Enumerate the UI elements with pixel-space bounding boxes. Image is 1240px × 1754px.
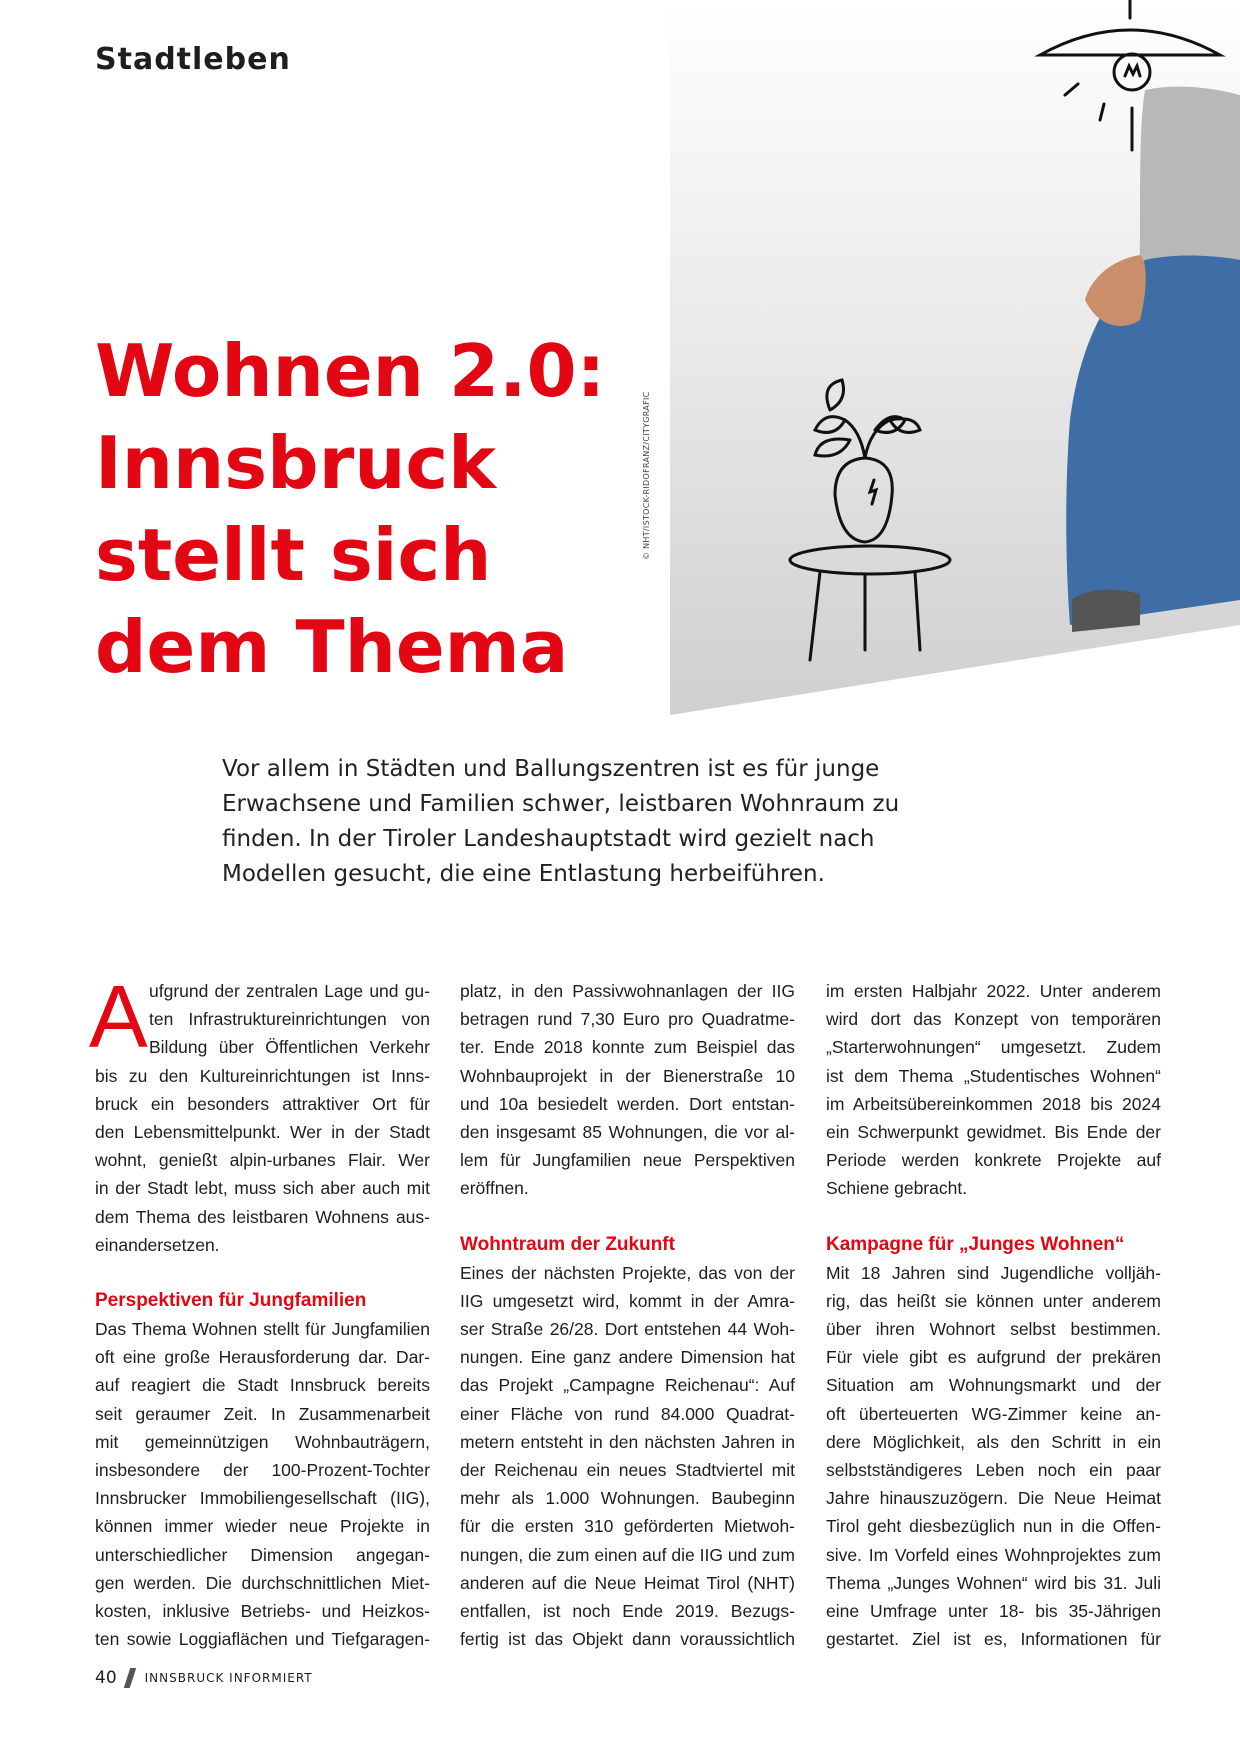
text-line: für die ersten 310 geförderten Mietwoh- xyxy=(460,1516,795,1537)
text-line: betragen rund 7,30 Euro pro Quadratme- xyxy=(460,1009,795,1030)
text-line: gen werden. Die durchschnittlichen Miet- xyxy=(95,1572,430,1593)
text-line: bruck ein besonders attraktiver Ort für xyxy=(95,1093,430,1114)
text-line: ten Infrastruktureinrichtungen von xyxy=(149,1009,430,1030)
text-line: ist dem Thema „Studentisches Wohnen“ xyxy=(826,1065,1161,1086)
page-footer xyxy=(95,1668,313,1688)
text-line: Bildung über Öffentlichen Verkehr xyxy=(149,1037,430,1058)
text-line: Eines der nächsten Projekte, das von der xyxy=(460,1262,795,1283)
text-line: mehr als 1.000 Wohnungen. Baubeginn xyxy=(460,1488,795,1509)
text-line: oft überteuerten WG-Zimmer keine an- xyxy=(826,1403,1161,1424)
text-line: „Starterwohnungen“ umgesetzt. Zudem xyxy=(826,1037,1161,1058)
text-line: im Arbeitsübereinkommen 2018 bis 2024 xyxy=(826,1093,1161,1114)
text-line: insbesondere der 100-Prozent-Tochter xyxy=(95,1460,430,1480)
text-line: ter. Ende 2018 konnte zum Beispiel das xyxy=(460,1037,795,1058)
text-line: über ihren Wohnort selbst bestimmen. xyxy=(826,1319,1161,1340)
text-line: in der Stadt lebt, muss sich aber auch mit xyxy=(95,1178,430,1199)
subheading: Kampagne für „Junges Wohnen“ xyxy=(826,1233,1125,1255)
text-line: den Lebensmittelpunkt. Wer in der Stadt xyxy=(95,1121,430,1142)
text-line: oft eine große Herausforderung dar. Dar- xyxy=(95,1347,430,1368)
text-line: Mit 18 Jahren sind Jugendliche volljäh- xyxy=(826,1262,1161,1283)
text-line: selbstständigeres Leben noch ein paar xyxy=(826,1460,1161,1480)
text-line: auf reagiert die Stadt Innsbruck bereits xyxy=(95,1375,430,1396)
subheading: Wohntraum der Zukunft xyxy=(460,1233,675,1255)
text-line: gestartet. Ziel ist es, Informationen für xyxy=(826,1629,1161,1650)
text-line: seit geraumer Zeit. In Zusammenarbeit xyxy=(95,1403,430,1424)
article-column-1 xyxy=(89,967,430,1653)
lead-line: Vor allem in Städten und Ballungszentren ist es für junge xyxy=(222,756,880,782)
lead-paragraph xyxy=(222,752,900,892)
text-line: bis zu den Kultureinrichtungen ist Inns- xyxy=(95,1065,430,1086)
text-line: Thema „Junges Wohnen“ wird bis 31. Juli xyxy=(826,1572,1161,1593)
text-line: den insgesamt 85 Wohnungen, die vor al- xyxy=(460,1121,795,1142)
text-line: eröffnen. xyxy=(460,1178,529,1199)
text-line: nungen, die zum einen auf die IIG und zum xyxy=(460,1544,795,1565)
text-line: Das Thema Wohnen stellt für Jungfamilien xyxy=(95,1319,430,1340)
text-line: Für viele gibt es aufgrund der prekären xyxy=(826,1347,1161,1368)
headline-line: Innsbruck xyxy=(95,421,497,505)
article-column-3 xyxy=(826,977,1161,1653)
page-number: 40 xyxy=(95,1668,117,1688)
text-line: und 10a besiedelt werden. Dort entstan- xyxy=(460,1093,795,1114)
headline-line: Wohnen 2.0: xyxy=(95,329,606,413)
text-line: Schiene gebracht. xyxy=(826,1178,968,1199)
headline xyxy=(95,325,675,693)
text-line: metern entsteht in den nächsten Jahren in xyxy=(460,1431,795,1452)
text-line: der Reichenau ein neues Stadtviertel mit xyxy=(460,1460,795,1480)
text-line: unterschiedlicher Dimension angegan- xyxy=(95,1544,430,1565)
text-line: kosten, inklusive Betriebs- und Heizkos- xyxy=(95,1600,430,1621)
text-line: dere Möglichkeit, als den Schritt in ein xyxy=(826,1431,1161,1452)
photo-credit: © NHT/ISTOCK-RIDOFRANZ/CITYGRAFIC xyxy=(642,391,651,560)
lead-line: Erwachsene und Familien schwer, leistbaren Wohnraum zu xyxy=(222,791,900,817)
text-line: anderen auf die Neue Heimat Tirol (NHT) xyxy=(460,1572,795,1593)
text-line: rig, das heißt sie können unter anderem xyxy=(826,1290,1161,1311)
text-line: sive. Im Vorfeld eines Wohnprojektes zum xyxy=(826,1544,1161,1565)
headline-line: dem Thema xyxy=(95,605,569,689)
text-line: das Projekt „Campagne Reichenau“: Auf xyxy=(460,1375,795,1396)
text-line: ufgrund der zentralen Lage und gu- xyxy=(149,981,430,1001)
text-line: können immer wieder neue Projekte in xyxy=(95,1516,430,1537)
text-line: Jahre hinauszuzögern. Die Neue Heimat xyxy=(826,1488,1161,1509)
lead-line: Modellen gesucht, die eine Entlastung herbeiführen. xyxy=(222,861,825,887)
subheading: Perspektiven für Jungfamilien xyxy=(95,1289,367,1311)
text-line: im ersten Halbjahr 2022. Unter anderem xyxy=(826,981,1161,1001)
text-line: Innsbrucker Immobiliengesellschaft (IIG), xyxy=(95,1488,430,1509)
text-line: einandersetzen. xyxy=(95,1234,220,1255)
headline-line: stellt sich xyxy=(95,513,492,597)
text-line: platz, in den Passivwohnanlagen der IIG xyxy=(460,981,795,1001)
text-line: lem für Jungfamilien neue Perspektiven xyxy=(460,1150,795,1171)
text-line: ein Schwerpunkt gewidmet. Bis Ende der xyxy=(826,1121,1161,1142)
article-column-2 xyxy=(460,977,795,1653)
text-line: mit gemeinnützigen Wohnbauträgern, xyxy=(95,1431,430,1452)
text-line: eine Umfrage unter 18- bis 35-Jährigen xyxy=(826,1600,1161,1621)
text-line: Tirol geht diesbezüglich nun in die Offen- xyxy=(826,1516,1161,1537)
text-line: ser Straße 26/28. Dort entstehen 44 Woh- xyxy=(460,1319,795,1340)
section-label: Stadtleben xyxy=(95,42,291,77)
text-line: IIG umgesetzt wird, kommt in der Amra- xyxy=(460,1290,795,1311)
magazine-title: INNSBRUCK INFORMIERT xyxy=(144,1671,313,1685)
hero-illustration xyxy=(670,0,1240,720)
text-line: dem Thema des leistbaren Wohnens aus- xyxy=(95,1206,430,1227)
text-line: Situation am Wohnungsmarkt und der xyxy=(826,1375,1161,1396)
footer-divider xyxy=(123,1668,135,1688)
text-line: wohnt, genießt alpin-urbanes Flair. Wer xyxy=(95,1150,430,1171)
text-line: fertig ist das Objekt dann voraussichtlich xyxy=(460,1629,795,1650)
text-line: Wohnbauprojekt in der Bienerstraße 10 xyxy=(460,1065,795,1086)
drop-cap: A xyxy=(89,967,148,1066)
text-line: einer Fläche von rund 84.000 Quadrat- xyxy=(460,1403,795,1424)
lead-line: finden. In der Tiroler Landeshauptstadt wird gezielt nach xyxy=(222,826,875,852)
text-line: nungen. Eine ganz andere Dimension hat xyxy=(460,1347,795,1368)
text-line: ten sowie Loggiaflächen und Tiefgaragen- xyxy=(95,1629,430,1650)
text-line: entfallen, ist noch Ende 2019. Bezugs- xyxy=(460,1600,795,1621)
text-line: wird dort das Konzept von temporären xyxy=(826,1009,1161,1030)
text-line: Periode werden konkrete Projekte auf xyxy=(826,1150,1161,1171)
